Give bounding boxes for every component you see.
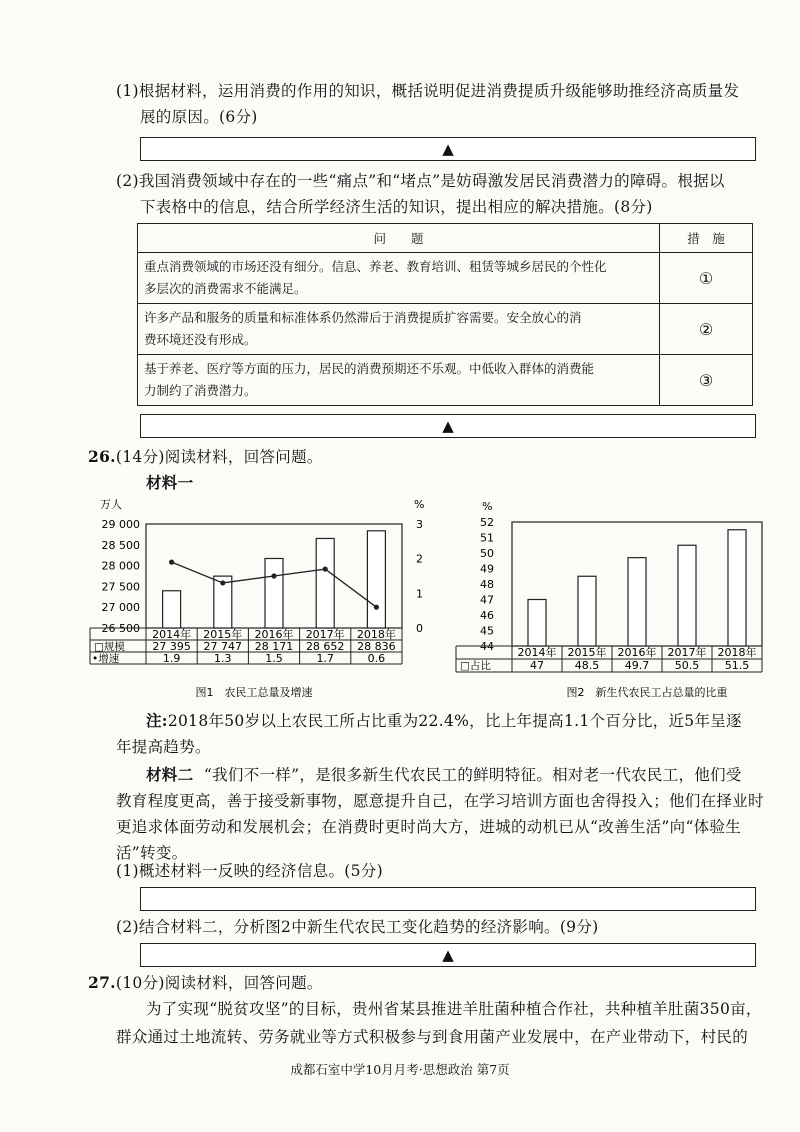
y-tick-label: 48	[480, 578, 494, 591]
data-label: 27 395	[152, 640, 191, 653]
y-tick-label: 46	[480, 609, 494, 622]
bar	[578, 576, 596, 646]
material2-line1	[146, 762, 742, 788]
q27-line2: 群众通过土地流转、劳务就业等方式积极参与到食用菌产业发展中，在产业带动下，村民的	[116, 1028, 749, 1046]
problem-cell	[138, 304, 660, 355]
bar	[367, 531, 385, 628]
legend-entry: □规模	[94, 641, 125, 653]
table-row	[138, 304, 753, 355]
material1-label: 材料一	[146, 473, 194, 492]
x-tick-label: 2017年	[305, 628, 345, 641]
q26-part1: (1)概述材料一反映的经济信息。(5分)	[116, 862, 383, 880]
data-label: 28 171	[254, 640, 294, 653]
issue-table	[137, 223, 753, 406]
unit-label: %	[482, 500, 493, 513]
material2-line3: 更追求体面劳动和发展机会；在消费时更时尚大方，进城的动机已从“改善生活”向“体验生	[116, 818, 742, 836]
line-point	[323, 566, 328, 571]
problem-cell	[138, 355, 660, 406]
chart-figure2	[452, 494, 772, 706]
y-tick-label: 27 500	[101, 580, 140, 594]
y2-tick-label: 1	[416, 587, 423, 601]
line-point	[271, 573, 276, 578]
material2-line2: 教育程度更高，善于接受新事物，愿意提升自己，在学习培训方面也舍得投入；他们在择业时	[116, 792, 764, 810]
problem-text: 多层次的消费需求不能满足。	[144, 281, 307, 296]
answer-box-q26-1[interactable]	[140, 887, 756, 911]
data-label: 50.5	[674, 659, 700, 672]
x-tick-label: 2014年	[152, 628, 192, 641]
answer-triangle-icon: ▲	[442, 417, 454, 435]
table-row	[138, 253, 753, 304]
x-tick-label: 2015年	[567, 646, 607, 659]
data-label: 27 747	[203, 640, 243, 653]
note-label: 注:	[146, 711, 168, 730]
question-number: 26.	[88, 447, 116, 466]
table-row	[138, 355, 753, 406]
table-header-problem: 问 题	[138, 224, 660, 253]
legend-entry: □占比	[460, 660, 491, 672]
problem-text: 费环境还没有形成。	[144, 332, 257, 347]
y-tick-label: 52	[480, 516, 494, 529]
chart-title: 图2 新生代农民工占总量的比重	[566, 686, 728, 699]
note-text: 2018年50岁以上农民工所占比重为22.4%，比上年提高1.1个百分比，近5年呈逐	[167, 712, 742, 730]
answer-box-q26-2[interactable]	[140, 943, 756, 967]
q27-line1: 为了实现“脱贫攻坚”的目标，贵州省某县推进羊肚菌种植合作社，共种植羊肚菌350亩，	[146, 1000, 762, 1018]
question-intro: (14分)阅读材料，回答问题。	[115, 448, 323, 466]
y2-tick-label: 0	[416, 622, 423, 635]
right-unit-label: %	[414, 498, 425, 511]
y-tick-label: 45	[480, 624, 494, 638]
measure-cell[interactable]: ①	[660, 253, 753, 304]
data-label: 28 836	[357, 640, 396, 653]
q25-part2-line1: (2)我国消费领域中存在的一些“痛点”和“堵点”是妨碍激发居民消费潜力的障碍。根据以	[116, 172, 725, 190]
material2-line4: 活”转变。	[116, 844, 188, 862]
answer-box-q25-1[interactable]	[140, 137, 756, 161]
question-number: 27.	[88, 973, 116, 992]
note-line2: 年提高趋势。	[116, 738, 211, 756]
problem-text: 基于养老、医疗等方面的压力，居民的消费预期还不乐观。中低收入群体的消费能	[144, 361, 595, 376]
y-tick-label: 44	[480, 640, 494, 653]
q27-heading	[88, 970, 323, 996]
data-label: 1.3	[214, 652, 232, 665]
chart-title: 图1 农民工总量及增速	[195, 686, 313, 699]
bar	[628, 558, 646, 646]
data-label: 28 652	[305, 640, 345, 653]
data-label: 1.7	[316, 652, 334, 665]
y-tick-label: 47	[480, 593, 494, 607]
bar	[163, 591, 181, 628]
x-tick-label: 2016年	[617, 646, 657, 659]
line-point	[220, 580, 225, 585]
bar	[528, 600, 546, 647]
q25-part2-line2: 下表格中的信息，结合所学经济生活的知识，提出相应的解决措施。(8分)	[140, 198, 653, 216]
data-label: 0.6	[367, 652, 386, 665]
q25-part1-line1: (1)根据材料，运用消费的作用的知识，概括说明促进消费提质升级能够助推经济高质量发	[116, 82, 740, 100]
y-tick-label: 29 000	[101, 518, 140, 531]
y-tick-label: 50	[480, 547, 494, 560]
bar	[728, 530, 746, 646]
data-label: 1.9	[162, 652, 181, 665]
data-label: 1.5	[265, 652, 283, 665]
answer-box-q25-2[interactable]	[140, 414, 756, 438]
bar	[316, 538, 334, 628]
answer-triangle-icon: ▲	[442, 946, 454, 964]
measure-cell[interactable]: ③	[660, 355, 753, 406]
line-point	[374, 605, 379, 610]
y-tick-label: 28 000	[101, 559, 140, 573]
question-intro: (10分)阅读材料，回答问题。	[115, 974, 323, 992]
problem-text: 重点消费领域的市场还没有细分。信息、养老、教育培训、租赁等城乡居民的个性化	[144, 259, 607, 274]
data-label: 48.5	[574, 659, 600, 672]
y-tick-label: 27 000	[101, 601, 140, 615]
measure-cell[interactable]: ②	[660, 304, 753, 355]
x-tick-label: 2017年	[667, 646, 707, 659]
q26-part2: (2)结合材料二，分析图2中新生代农民工变化趋势的经济影响。(9分)	[116, 918, 599, 936]
data-label: 49.7	[624, 659, 650, 672]
x-tick-label: 2014年	[517, 646, 557, 659]
q26-heading	[88, 444, 323, 470]
table-header-measure: 措 施	[660, 224, 753, 253]
line-point	[169, 560, 174, 565]
material2-text: “我们不一样”，是很多新生代农民工的鲜明特征。相对老一代农民工，他们受	[203, 766, 742, 784]
left-unit-label: 万人	[100, 498, 122, 511]
material2-label: 材料二	[146, 765, 194, 784]
answer-triangle-icon: ▲	[442, 140, 454, 158]
x-tick-label: 2018年	[717, 646, 757, 659]
problem-text: 力制约了消费潜力。	[144, 383, 257, 398]
data-label: 51.5	[724, 659, 750, 672]
problem-text: 许多产品和服务的质量和标准体系仍然滞后于消费提质扩容需要。安全放心的消	[144, 310, 582, 325]
y-tick-label: 51	[480, 531, 494, 545]
y-tick-label: 26 500	[101, 622, 140, 635]
note-line1	[146, 708, 742, 734]
x-tick-label: 2015年	[203, 628, 243, 641]
chart-figure1	[88, 494, 448, 706]
data-label: 47	[530, 659, 544, 672]
legend-entry: •增速	[92, 653, 120, 665]
problem-cell	[138, 253, 660, 304]
y-tick-label: 28 500	[101, 538, 140, 552]
page-footer: 成都石室中学10月月考·思想政治 第7页	[290, 1062, 510, 1077]
x-tick-label: 2016年	[254, 628, 294, 641]
y-tick-label: 49	[480, 562, 494, 576]
y2-tick-label: 3	[416, 518, 423, 531]
bar	[265, 558, 283, 628]
x-tick-label: 2018年	[356, 628, 396, 641]
bar	[678, 545, 696, 646]
q25-part1-line2: 展的原因。(6分)	[140, 108, 258, 126]
y2-tick-label: 2	[416, 552, 423, 566]
